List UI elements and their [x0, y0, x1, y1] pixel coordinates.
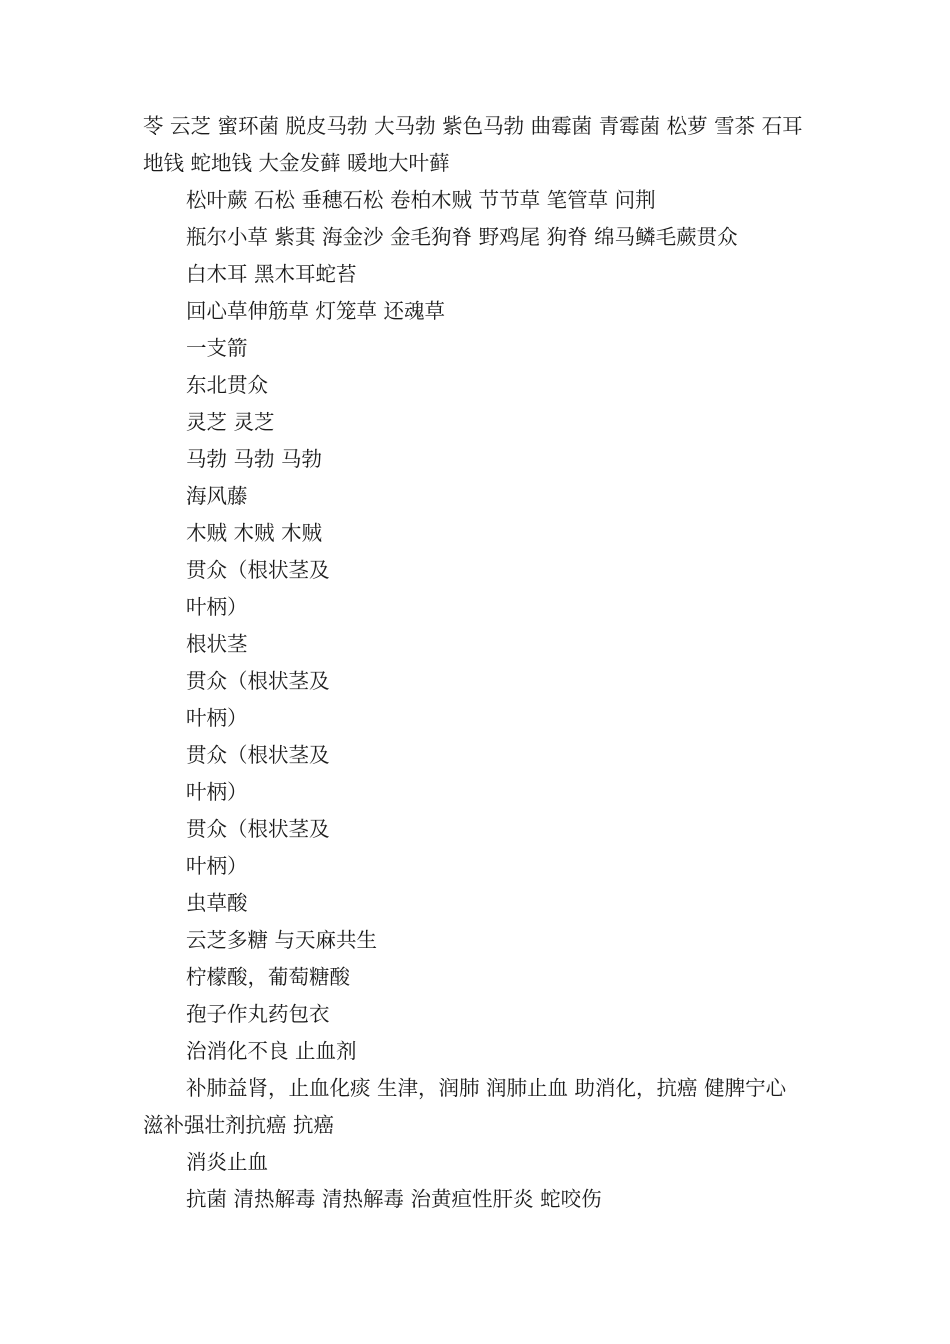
- paragraph: 叶柄）: [186, 780, 248, 804]
- paragraph: 贯众（根状茎及: [186, 743, 330, 767]
- paragraph: 柠檬酸，葡萄糖酸: [186, 965, 350, 989]
- paragraph: 虫草酸: [186, 891, 248, 915]
- paragraph: 松叶蕨 石松 垂穗石松 卷柏木贼 节节草 笔管草 问荆: [186, 188, 656, 212]
- paragraph: 一支箭: [186, 336, 248, 360]
- paragraph: 叶柄）: [186, 854, 248, 878]
- paragraph: 贯众（根状茎及: [186, 817, 330, 841]
- paragraph: 贯众（根状茎及: [186, 558, 330, 582]
- paragraph: 补肺益肾，止血化痰 生津，润肺 润肺止血 助消化，抗癌 健脾宁心 滋补强壮剂抗癌 抗癌: [143, 1076, 787, 1137]
- paragraph-species-list: 苓 云芝 蜜环菌 脱皮马勃 大马勃 紫色马勃 曲霉菌 青霉菌 松萝 雪茶 石耳 地钱 蛇地钱 大金发藓 暖地大叶藓: [143, 114, 803, 175]
- paragraph: 回心草伸筋草 灯笼草 还魂草: [186, 299, 446, 323]
- paragraph: 根状茎: [186, 632, 248, 656]
- paragraph: 消炎止血: [186, 1150, 268, 1174]
- paragraph: 云芝多糖 与天麻共生: [186, 928, 378, 952]
- paragraph: 海风藤: [186, 484, 248, 508]
- paragraph: 东北贯众: [186, 373, 268, 397]
- paragraph: 抗菌 清热解毒 清热解毒 治黄疸性肝炎 蛇咬伤: [186, 1187, 602, 1211]
- paragraph: 马勃 马勃 马勃: [186, 447, 323, 471]
- paragraph: 木贼 木贼 木贼: [186, 521, 323, 545]
- paragraph: 瓶尔小草 紫萁 海金沙 金毛狗脊 野鸡尾 狗脊 绵马鳞毛蕨贯众: [186, 225, 738, 249]
- paragraph: 贯众（根状茎及: [186, 669, 330, 693]
- paragraph: 白木耳 黑木耳蛇苔: [186, 262, 357, 286]
- paragraph: 治消化不良 止血剂: [186, 1039, 357, 1063]
- paragraph: 孢子作丸药包衣: [186, 1002, 330, 1026]
- paragraph: 叶柄）: [186, 706, 248, 730]
- paragraph: 灵芝 灵芝: [186, 410, 275, 434]
- paragraph: 叶柄）: [186, 595, 248, 619]
- document-body: [143, 108, 813, 1218]
